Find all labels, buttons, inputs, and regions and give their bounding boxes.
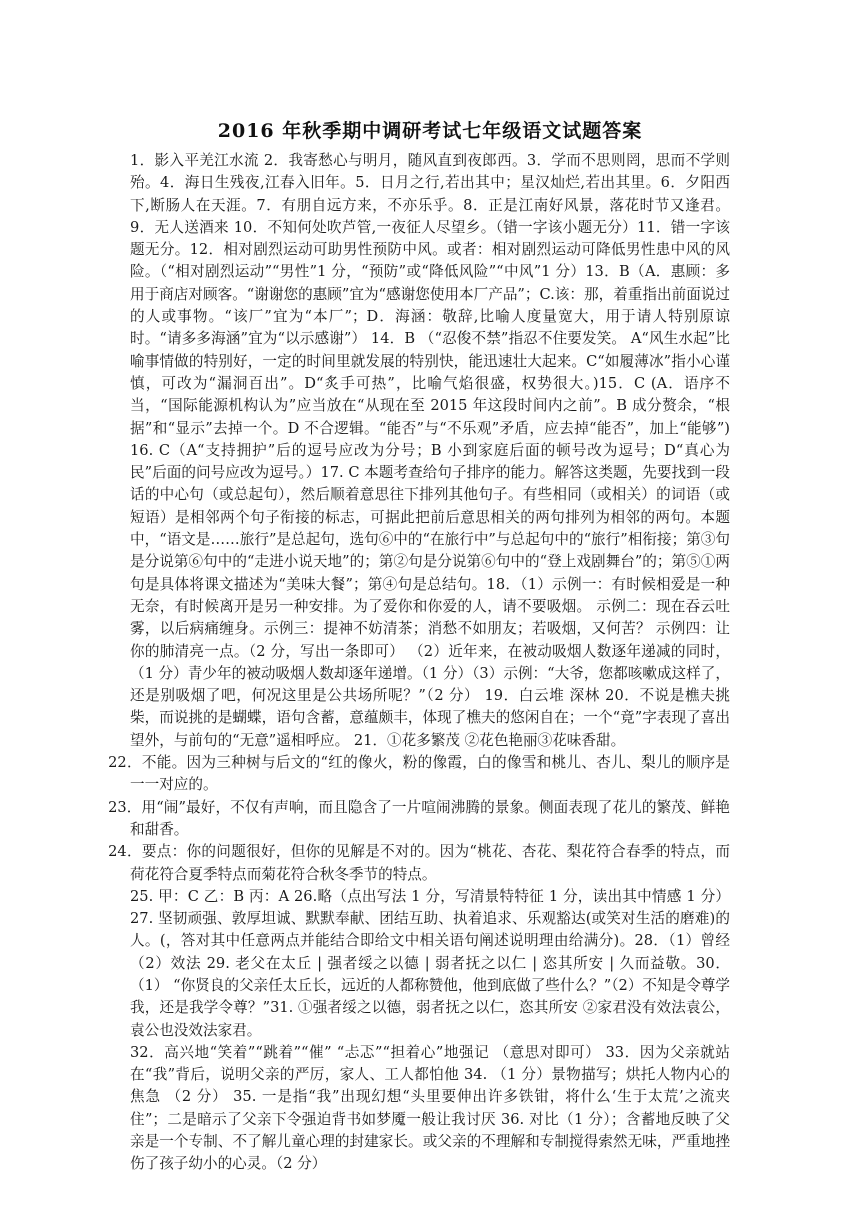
- answer-paragraph-22: 22．不能。因为三种树与后文的“红的像火，粉的像霞，白的像雪和桃儿、杏儿、梨儿的顺序是一一对应的。: [108, 754, 730, 794]
- page-title: 2016 年秋季期中调研考试七年级语文试题答案: [217, 120, 643, 142]
- answer-paragraph-1: 1．影入平羌江水流 2．我寄愁心与明月，随风直到夜郎西。3．学而不思则罔，思而不学则殆。4．海日生残夜,江春入旧年。5．日月之行,若出其中；星汉灿烂,若出其里。6．夕阳西下,断肠人在天涯。7．有朋自远方来，不亦乐乎。8．正是江南好风景，落花时节又逢君。9．无人送酒来 10．不知何处吹芦管,一夜征人尽望乡。（错一字该小题无分）11．错一字该题无分。12．相对剧烈运动可助男性预防中风。或者：相对剧烈运动可降低男性患中风的风险。（“相对剧烈运动”“男性”1 分，“预防”或“降低风险”“中风”1 分）13．B（A．惠顾：多用于商店对顾客。“谢谢您的惠顾”宜为“感谢您使用本厂产品”；C.该：那，着重指出前面说过的人或事物。“该厂”宜为“本厂”；D．海涵：敬辞,比喻人度量宽大，用于请人特别原谅时。“请多多海涵”宜为“以示感谢”） 14．B （“忍俊不禁”指忍不住要发笑。 A“风生水起”比喻事情做的特别好，一定的时间里就发展的特别快，能迅速壮大起来。C“如履薄冰”指小心谨慎，可改为“漏洞百出”。D“炙手可热”，比喻气焰很盛，权势很大。)15．C (A．语序不当，“国际能源机构认为”应当放在“从现在至 2015 年这段时间内之前”。B 成分赘余，“根据”和“显示”去掉一个。D 不合逻辑。“能否”与“不乐观”矛盾，应去掉“能否”，加上“能够”) 16. C（A“支持拥护”后的逗号应改为分号；B 小到家庭后面的顿号改为逗号；D“真心为民”后面的问号应改为逗号。）17. C 本题考查给句子排序的能力。解答这类题，先要找到一段话的中心句（或总起句），然后顺着意思往下排列其他句子。有些相同（或相关）的词语（或短语）是相邻两个句子衔接的标志，可据此把前后意思相关的两句排列为相邻的两句。本题中，“语文是……旅行”是总起句，选句⑥中的“在旅行中”与总起句中的“旅行”相衔接；第③句是分说第⑥句中的“走进小说天地”的；第②句是分说第⑥句中的“登上戏剧舞台”的；第⑤①两句是具体将课文描述为“美味大餐”；第④句是总结句。18．（1）示例一：有时候相爱是一种无奈，有时候离开是另一种安排。为了爱你和你爱的人，请不要吸烟。 示例二：现在吞云吐雾，以后病痛缠身。示例三：提神不妨清茶；消愁不如朋友；若吸烟，又何苦？ 示例四：让你的肺清亮一点。（2 分，写出一条即可） （2）近年来，在被动吸烟人数逐年递减的同时，（1 分）青少年的被动吸烟人数却逐年递增。（1 分）（3）示例：“大爷，您都咳嗽成这样了，还是别吸烟了吧，何况这里是公共场所呢？”（2 分） 19．白云堆 深林 20．不说是樵夫挑柴，而说挑的是蝴蝶，语句含蓄，意蕴颇丰，体现了樵夫的悠闲自在；一个“竟”字表现了喜出望外，与前句的“无意”遥相呼应。 21．①花多繁茂 ②花色艳丽③花味香甜。: [130, 152, 730, 749]
- answer-paragraph-32: 32．高兴地“笑着”“跳着”“催” “忐忑”“担着心”地强记 （意思对即可） 33．因为父亲就站在“我”背后，说明父亲的严厉，家人、工人都怕他 34. （1 分）景物描写；烘托人物内心的焦急 （2 分） 35. 一是指“我”出现幻想“头里要伸出许多铁钳，将什么‘生于太荒’之流夹住”；二是暗示了父亲下令强迫背书如梦魇一般让我讨厌 36. 对比（1 分）；含蓄地反映了父亲是一个专制、不了解儿童心理的封建家长。或父亲的不理解和专制搅得索然无味，严重地挫伤了孩子幼小的心灵。（2 分）: [130, 1043, 730, 1173]
- answer-paragraph-23: 23．用“闹”最好，不仅有声响，而且隐含了一片喧闹沸腾的景象。侧面表现了花儿的繁茂、鲜艳和甜香。: [108, 798, 730, 838]
- answer-body: [108, 150, 730, 1176]
- answer-paragraph-25: 25. 甲：C 乙：B 丙：A 26.略（点出写法 1 分，写清景特特征 1 分，读出其中情感 1 分）27. 坚韧顽强、敦厚坦诚、默默奉献、团结互助、执着追求、乐观豁达(或笑对生活的磨难)的人。(，答对其中任意两点并能结合即给文中相关语句阐述说明理由给满分)。28．（1）曾经 （2）效法 29. 老父在太丘 | 强者绥之以德 | 弱者抚之以仁 | 恣其所安 | 久而益敬。30．（1） “你贤良的父亲任太丘长，远近的人都称赞他，他到底做了些什么？”（2）不知是令尊学我，还是我学令尊？”31. ①强者绥之以德，弱者抚之以仁，恣其所安 ②家君没有效法袁公，袁公也没效法家君。: [130, 887, 730, 1039]
- answer-paragraph-24: 24．要点：你的问题很好，但你的见解是不对的。因为“桃花、杏花、梨花符合春季的特点，而荷花符合夏季特点而菊花符合秋冬季节的特点。: [108, 843, 730, 883]
